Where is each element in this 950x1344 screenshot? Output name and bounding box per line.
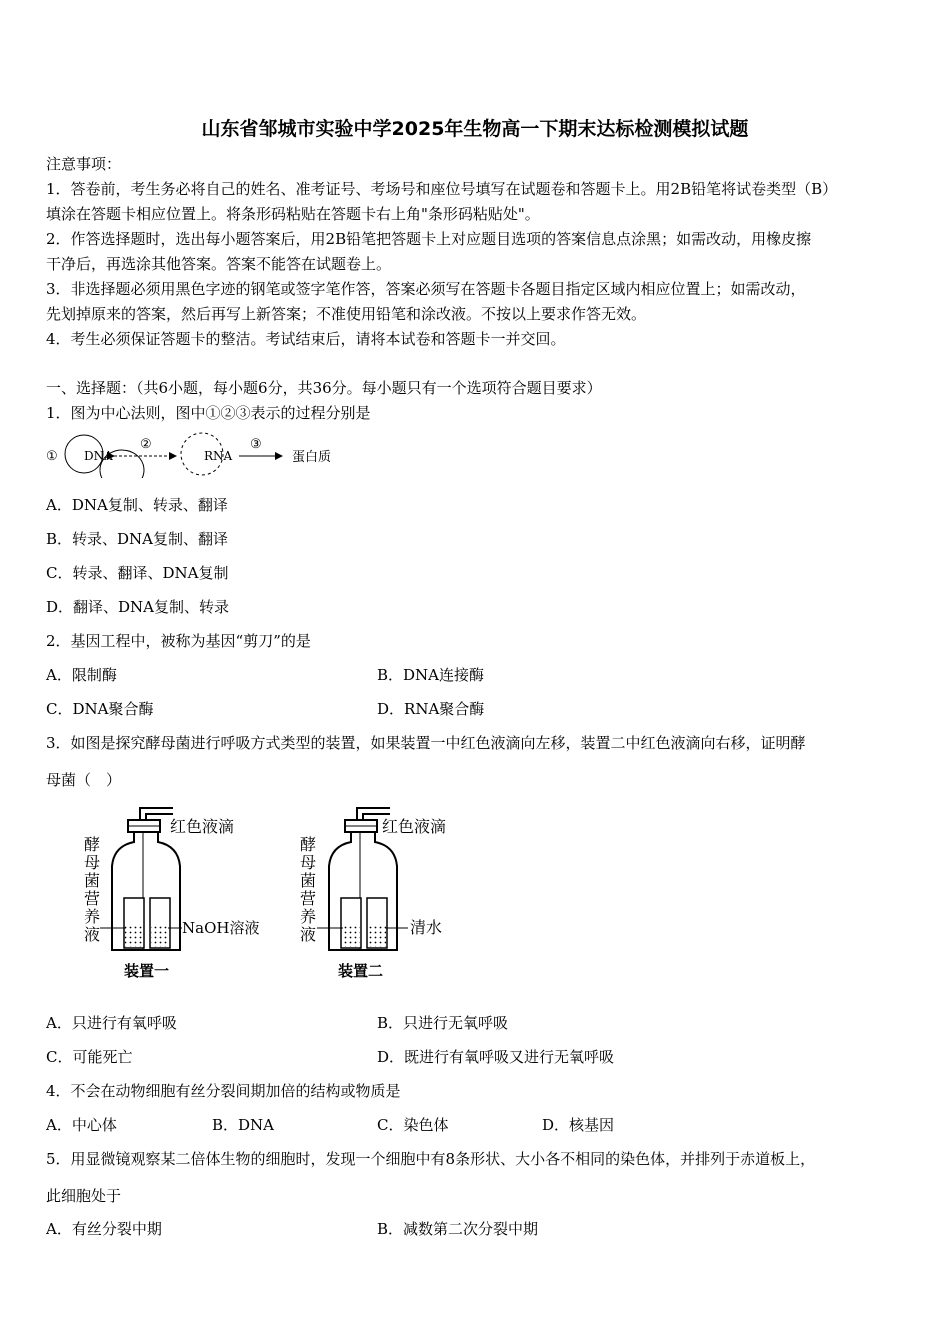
protein-label: 蛋白质 — [292, 450, 332, 465]
question-5-stem: 5．用显微镜观察某二倍体生物的细胞时，发现一个细胞中有8条形状、大小各不相同的染色体，并排列于赤道板上， — [46, 1150, 816, 1168]
option-b[interactable]: B．DNA — [212, 1116, 275, 1134]
option-c[interactable]: C．可能死亡 — [46, 1048, 133, 1066]
yeast-label-1-char: 母 — [84, 853, 101, 872]
water-label: 清水 — [410, 918, 443, 937]
notice-item: 1．答卷前，考生务必将自己的姓名、准考证号、考场号和座位号填写在试题卷和答题卡上。用2B铅笔将试卷类型（B） — [46, 180, 838, 198]
yeast-label-2-char: 酵 — [300, 835, 317, 854]
notice-item: 干净后，再选涂其他答案。答案不能答在试题卷上。 — [46, 255, 392, 273]
option-b[interactable]: B．DNA连接酶 — [377, 666, 485, 684]
section-heading: 一、选择题：（共6小题，每小题6分，共36分。每小题只有一个选项符合题目要求） — [46, 379, 602, 397]
option-a[interactable]: A．只进行有氧呼吸 — [46, 1014, 177, 1032]
option-d[interactable]: D．翻译、DNA复制、转录 — [46, 598, 230, 616]
yeast-label-1-char: 养 — [84, 907, 101, 926]
yeast-respiration-apparatus — [78, 800, 478, 985]
notice-item: 先划掉原来的答案，然后再写上新答案；不准使用铅笔和涂改液。不按以上要求作答无效。 — [46, 305, 647, 323]
option-c[interactable]: C．DNA聚合酶 — [46, 700, 154, 718]
question-4-stem: 4．不会在动物细胞有丝分裂间期加倍的结构或物质是 — [46, 1082, 401, 1100]
yeast-label-2-char: 营 — [300, 889, 317, 908]
naoh-label: NaOH溶液 — [182, 919, 260, 937]
question-1-stem: 1．图为中心法则，图中①②③表示的过程分别是 — [46, 404, 371, 422]
dna-label: DNA — [84, 449, 113, 463]
process-2-label: ② — [140, 437, 152, 452]
option-b[interactable]: B．减数第二次分裂中期 — [377, 1220, 539, 1238]
option-a[interactable]: A．DNA复制、转录、翻译 — [46, 496, 228, 514]
yeast-label-1-char: 酵 — [84, 835, 101, 854]
option-d[interactable]: D．RNA聚合酶 — [377, 700, 485, 718]
apparatus-2-caption: 装置二 — [338, 962, 384, 980]
question-3-stem-cont: 母菌（ ） — [46, 771, 122, 789]
option-a[interactable]: A．限制酶 — [46, 666, 117, 684]
yeast-label-2-char: 母 — [300, 853, 317, 872]
notice-item: 填涂在答题卡相应位置上。将条形码粘贴在答题卡右上角"条形码粘贴处"。 — [46, 205, 540, 223]
page-title: 山东省邹城市实验中学2025年生物高一下期末达标检测模拟试题 — [201, 118, 749, 140]
option-b[interactable]: B．只进行无氧呼吸 — [377, 1014, 509, 1032]
yeast-label-1-char: 液 — [84, 925, 101, 944]
yeast-label-1-char: 营 — [84, 889, 101, 908]
apparatus-1-caption: 装置一 — [124, 962, 170, 980]
option-d[interactable]: D．既进行有氧呼吸又进行无氧呼吸 — [377, 1048, 615, 1066]
notice-item: 2．作答选择题时，选出每小题答案后，用2B铅笔把答题卡上对应题目选项的答案信息点涂黑；如需改动，用橡皮擦 — [46, 230, 812, 248]
option-a[interactable]: A．有丝分裂中期 — [46, 1220, 162, 1238]
notice-heading: 注意事项： — [46, 155, 122, 173]
red-drop-label-2: 红色液滴 — [382, 817, 447, 836]
option-a[interactable]: A．中心体 — [46, 1116, 117, 1134]
yeast-label-1-char: 菌 — [84, 871, 101, 890]
option-c[interactable]: C．转录、翻译、DNA复制 — [46, 564, 229, 582]
option-d[interactable]: D．核基因 — [542, 1116, 615, 1134]
rna-label: RNA — [204, 449, 233, 463]
question-2-stem: 2．基因工程中，被称为基因“剪刀”的是 — [46, 632, 311, 650]
notice-item: 3．非选择题必须用黑色字迹的钢笔或签字笔作答，答案必须写在答题卡各题目指定区域内相应位置上；如需改动， — [46, 280, 806, 298]
yeast-label-2-char: 菌 — [300, 871, 317, 890]
yeast-label-2-char: 液 — [300, 925, 317, 944]
process-1-label: ① — [46, 449, 58, 464]
notice-item: 4．考生必须保证答题卡的整洁。考试结束后，请将本试卷和答题卡一并交回。 — [46, 330, 566, 348]
red-drop-label-1: 红色液滴 — [170, 817, 235, 836]
question-3-stem: 3．如图是探究酵母菌进行呼吸方式类型的装置，如果装置一中红色液滴向左移，装置二中红色液滴向右移，证明酵 — [46, 734, 806, 752]
central-dogma-figure — [44, 430, 344, 478]
yeast-label-2-char: 养 — [300, 907, 317, 926]
option-c[interactable]: C．染色体 — [377, 1116, 449, 1134]
option-b[interactable]: B．转录、DNA复制、翻译 — [46, 530, 229, 548]
process-3-label: ③ — [250, 437, 262, 452]
question-5-stem-cont: 此细胞处于 — [46, 1187, 122, 1205]
